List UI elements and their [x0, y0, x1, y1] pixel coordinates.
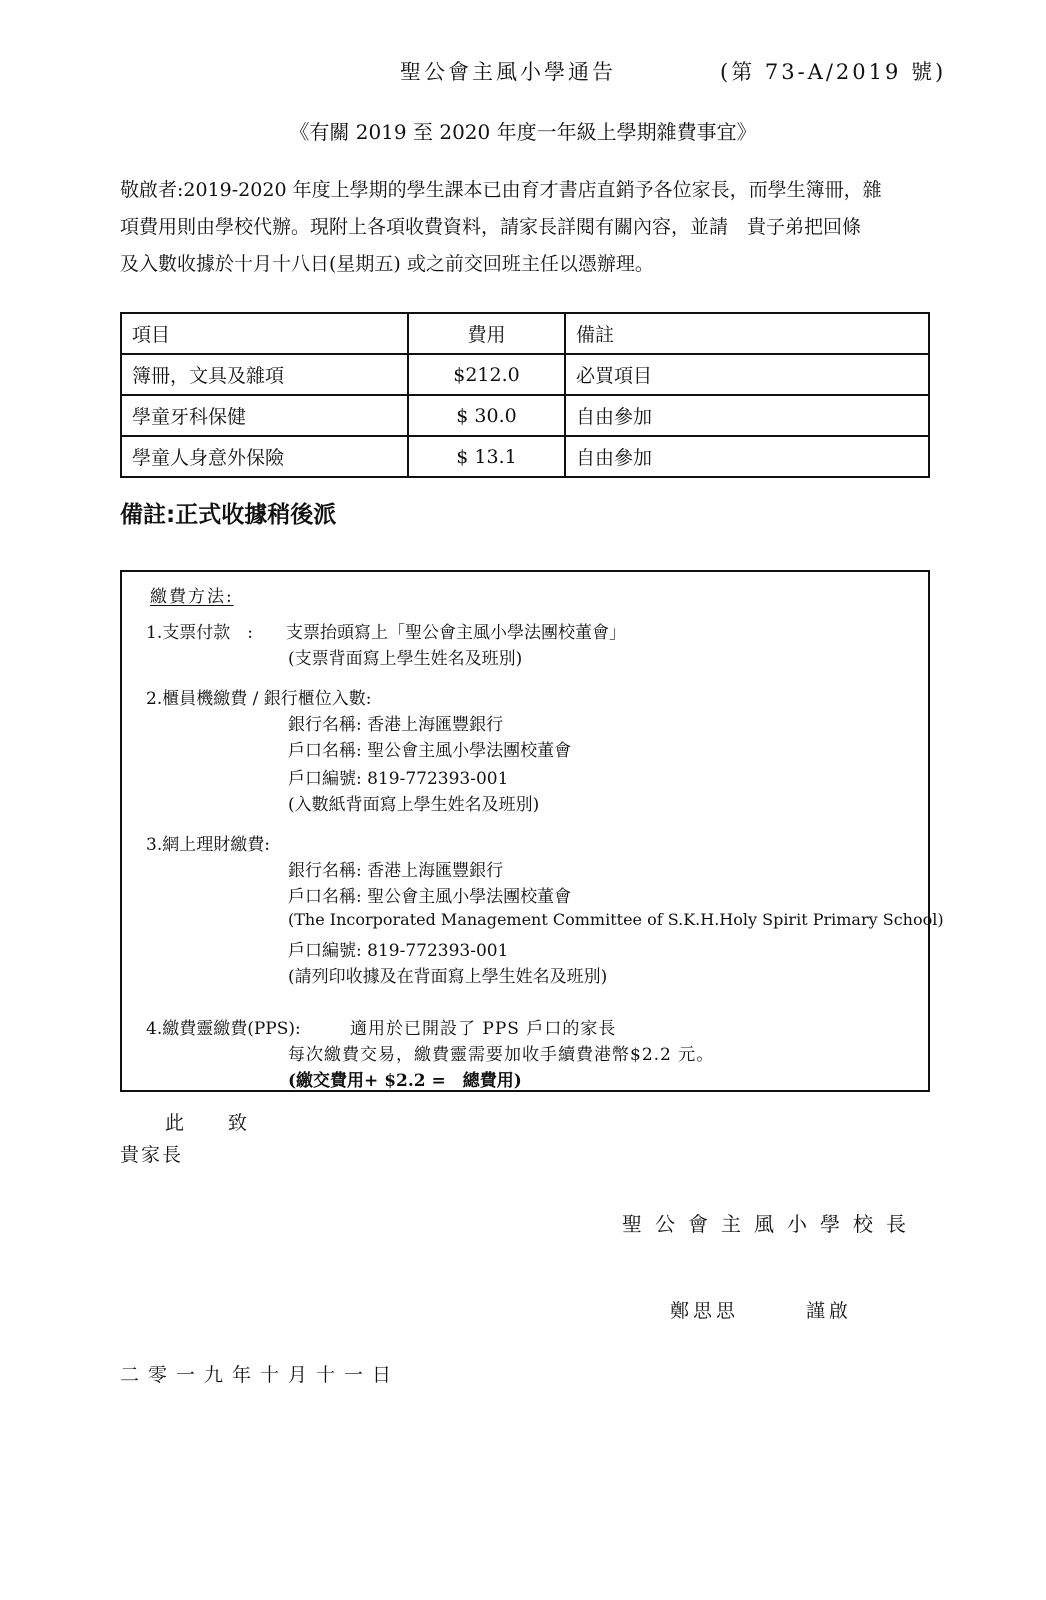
closing-word: 此: [165, 1112, 185, 1134]
fee-table: [120, 312, 930, 478]
principal-title: 聖公會主風小學校長: [622, 1212, 919, 1236]
fee-cost: $212.0: [408, 354, 565, 395]
method-atm-bank: 銀行名稱: 香港上海匯豐銀行: [288, 715, 504, 735]
method-pps-eligibility: 適用於已開設了 PPS 戶口的家長: [350, 1019, 617, 1039]
method-atm-account-name: 戶口名稱: 聖公會主風小學法團校董會: [288, 741, 572, 761]
method-atm-account-number: 戶口編號: 819-772393-001: [288, 769, 509, 789]
fee-header-item: 項目: [121, 313, 408, 354]
school-notice-title: 聖公會主風小學通告: [400, 60, 616, 84]
method-cheque-payee: 支票抬頭寫上「聖公會主風小學法團校董會」: [286, 623, 626, 643]
method-online-english-name: (The Incorporated Management Committee of S.K.H.Holy Spirit Primary School): [288, 910, 944, 929]
notice-number: (第 73-A/2019 號): [720, 60, 947, 84]
fee-item: 學童牙科保健: [121, 395, 408, 436]
intro-line: 項費用則由學校代辦。現附上各項收費資料，請家長詳閱有關內容，並請 貴子弟把回條: [120, 216, 862, 238]
method-pps-handling-fee: 每次繳費交易，繳費靈需要加收手續費港幣$2.2 元。: [288, 1045, 715, 1065]
receipt-remark: 備註:正式收據稍後派: [120, 502, 337, 528]
method-online-note: (請列印收據及在背面寫上學生姓名及班別): [288, 967, 608, 987]
payment-methods-box: [120, 570, 944, 1092]
method-cheque-label: 1.支票付款 :: [146, 623, 253, 643]
notice-date: 二零一九年十月十一日: [120, 1364, 401, 1386]
table-row: [121, 395, 929, 436]
fee-cost: $ 30.0: [408, 395, 565, 436]
table-row: [121, 436, 929, 477]
fee-remark: 必買項目: [565, 354, 929, 395]
method-atm-label: 2.櫃員機繳費 / 銀行櫃位入數:: [146, 689, 372, 709]
intro-line: 敬啟者:2019-2020 年度上學期的學生課本已由育才書店直銷予各位家長，而學生簿冊，雜: [120, 179, 882, 201]
table-row: [121, 354, 929, 395]
signer-name: 鄭思思: [670, 1300, 740, 1322]
method-atm-note: (入數紙背面寫上學生姓名及班別): [288, 795, 540, 815]
closing-phrase: [165, 1108, 247, 1135]
fee-item: 學童人身意外保險: [121, 436, 408, 477]
fee-table-header-row: [121, 313, 929, 354]
method-online-account-number: 戶口編號: 819-772393-001: [288, 941, 509, 961]
closing-word: 致: [228, 1112, 248, 1134]
fee-header-remark: 備註: [565, 313, 929, 354]
method-pps-label: 4.繳費靈繳費(PPS):: [146, 1019, 301, 1039]
payment-methods-title: 繳費方法:: [150, 587, 234, 607]
method-online-bank: 銀行名稱: 香港上海匯豐銀行: [288, 861, 504, 881]
method-online-account-name: 戶口名稱: 聖公會主風小學法團校董會: [288, 887, 572, 907]
notice-subject: 《有關 2019 至 2020 年度一年級上學期雜費事宜》: [289, 120, 757, 144]
fee-item: 簿冊，文具及雜項: [121, 354, 408, 395]
fee-header-cost: 費用: [408, 313, 565, 354]
closing-recipient: 貴家長: [120, 1144, 184, 1166]
fee-cost: $ 13.1: [408, 436, 565, 477]
fee-remark: 自由參加: [565, 436, 929, 477]
method-online-label: 3.網上理財繳費:: [146, 835, 270, 855]
intro-paragraph: [120, 172, 950, 283]
fee-remark: 自由參加: [565, 395, 929, 436]
sign-off: 謹啟: [806, 1300, 853, 1322]
method-pps-formula: (繳交費用+ $2.2 = 總費用): [288, 1071, 522, 1091]
intro-line: 及入數收據於十月十八日(星期五) 或之前交回班主任以憑辦理。: [120, 253, 654, 275]
method-cheque-note: (支票背面寫上學生姓名及班別): [288, 649, 523, 669]
